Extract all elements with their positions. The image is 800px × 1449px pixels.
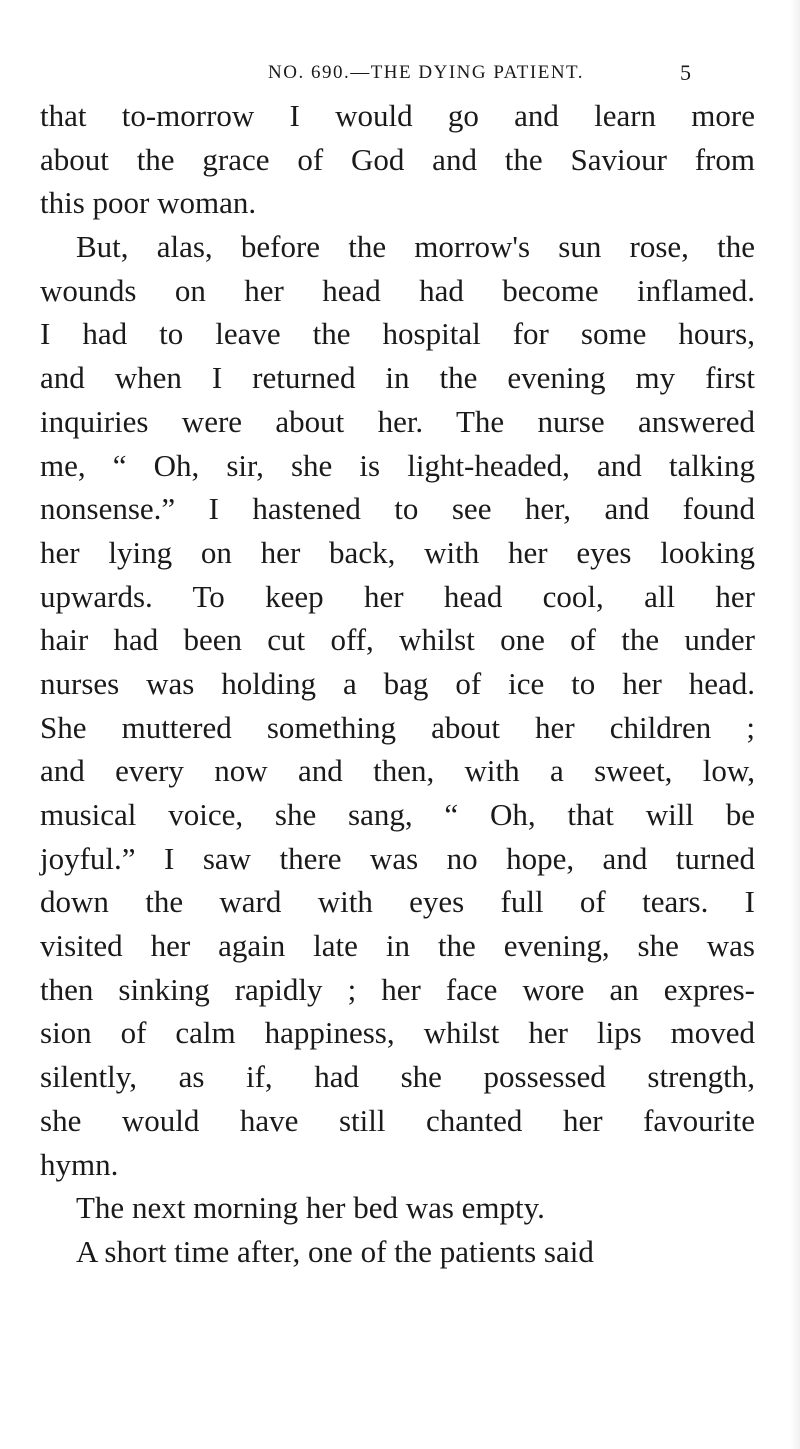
text-line: about the grace of God and the Saviour from bbox=[40, 141, 755, 177]
text-line: sion of calm happiness, whilst her lips moved bbox=[40, 1015, 755, 1051]
text-line: this poor woman. bbox=[40, 185, 257, 221]
text-line: visited her again late in the evening, she was bbox=[40, 928, 755, 964]
text-line: me, “ Oh, sir, she is light-headed, and talking bbox=[40, 447, 755, 483]
running-title: NO. 690.—THE DYING PATIENT. bbox=[268, 62, 584, 83]
text-line: silently, as if, had she possessed strength, bbox=[40, 1059, 755, 1095]
text-line: A short time after, one of the patients said bbox=[76, 1233, 594, 1269]
text-line: then sinking rapidly ; her face wore an expres- bbox=[40, 971, 755, 1007]
text-line: and when I returned in the evening my first bbox=[40, 360, 755, 396]
text-line: wounds on her head had become inflamed. bbox=[40, 272, 755, 308]
text-line: The next morning her bed was empty. bbox=[76, 1190, 545, 1226]
text-line: hair had been cut off, whilst one of the under bbox=[40, 622, 755, 658]
text-line: musical voice, she sang, “ Oh, that will be bbox=[40, 797, 755, 832]
text-line: nonsense.” I hastened to see her, and found bbox=[40, 491, 755, 527]
text-line: she would have still chanted her favourite bbox=[40, 1102, 755, 1138]
text-line: her lying on her back, with her eyes looking bbox=[40, 534, 755, 570]
page-number: 5 bbox=[680, 60, 691, 85]
text-line: joyful.” I saw there was no hope, and turned bbox=[40, 840, 755, 876]
text-line: that to-morrow I would go and learn more bbox=[40, 98, 755, 133]
text-line: I had to leave the hospital for some hours, bbox=[40, 316, 755, 352]
text-line: and every now and then, with a sweet, low, bbox=[40, 753, 755, 789]
body-text bbox=[40, 94, 755, 1274]
running-head bbox=[0, 58, 800, 88]
text-line: She muttered something about her children ; bbox=[40, 709, 755, 745]
text-line: But, alas, before the morrow's sun rose, the bbox=[76, 229, 755, 265]
page-edge-shadow bbox=[790, 0, 800, 1449]
text-line: inquiries were about her. The nurse answered bbox=[40, 403, 755, 439]
text-line: nurses was holding a bag of ice to her head. bbox=[40, 665, 755, 701]
text-line: upwards. To keep her head cool, all her bbox=[40, 578, 755, 614]
text-line: down the ward with eyes full of tears. I bbox=[40, 884, 755, 920]
text-line: hymn. bbox=[40, 1146, 119, 1182]
